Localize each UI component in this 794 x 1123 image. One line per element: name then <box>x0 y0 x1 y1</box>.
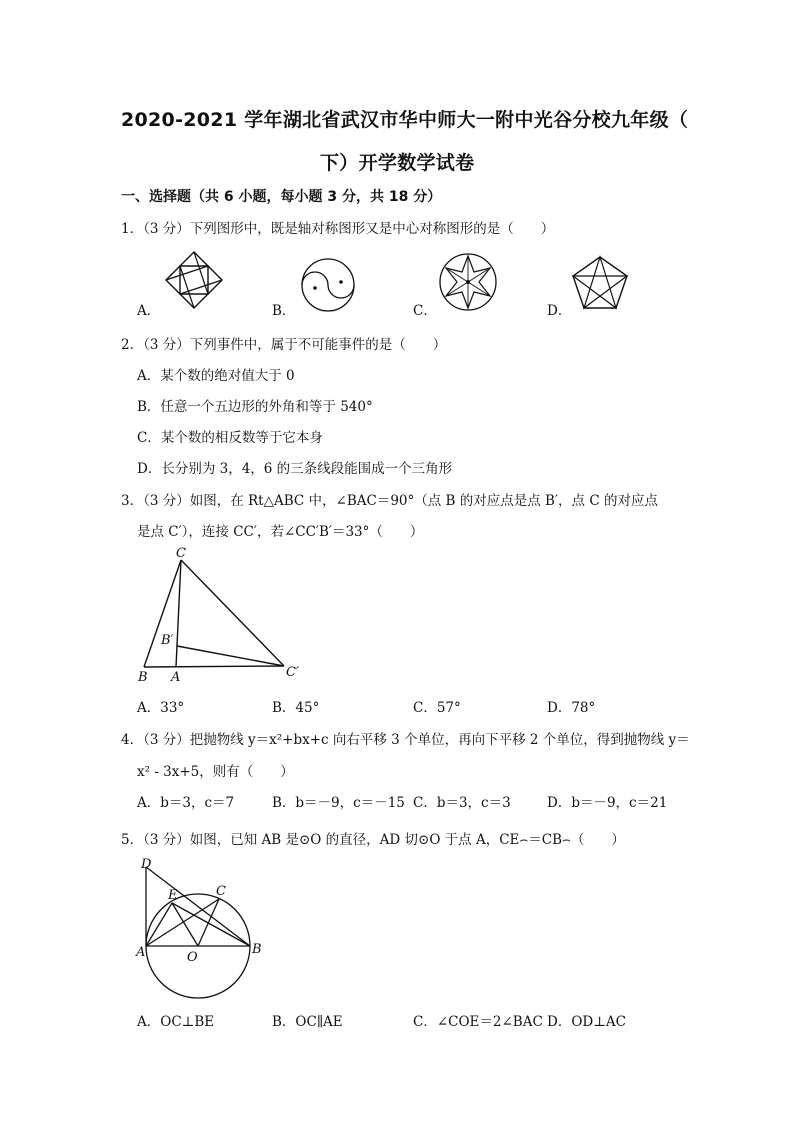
q3-label-b: B <box>138 670 148 685</box>
q5-label-a: A <box>136 945 146 960</box>
q5-option-b: B．OC∥AE <box>272 1014 343 1030</box>
q3-label-c-prime: C′ <box>286 665 299 680</box>
q4-option-d: D．b＝－9，c＝21 <box>547 795 668 811</box>
question-2-stem: 2．（3 分）下列事件中，属于不可能事件的是（ ） <box>121 337 447 353</box>
q2-option-b: B．任意一个五边形的外角和等于 540° <box>137 399 373 415</box>
q3-option-d: D．78° <box>547 700 596 716</box>
q5-option-a: A．OC⊥BE <box>137 1014 215 1030</box>
q5-label-o: O <box>187 950 198 965</box>
question-3-stem-line2: 是点 C′），连接 CC′，若∠CC′B′＝33°（ ） <box>137 524 424 540</box>
q1-figure-d-pentagram <box>571 255 629 311</box>
q5-label-b: B <box>252 942 262 957</box>
q3-label-a: A <box>171 670 181 685</box>
question-4-stem-line1: 4．（3 分）把抛物线 y＝x²+bx+c 向右平移 3 个单位，再向下平移 2 个单位，得到抛物线 y＝ <box>121 732 690 748</box>
q5-option-c: C．∠COE＝2∠BAC <box>413 1014 543 1030</box>
q5-option-d: D．OD⊥AC <box>547 1014 626 1030</box>
question-1-stem: 1．（3 分）下列图形中，既是轴对称图形又是中心对称图形的是（ ） <box>121 221 555 237</box>
q3-option-a: A．33° <box>137 700 185 716</box>
question-5-stem: 5．（3 分）如图，已知 AB 是⊙O 的直径，AD 切⊙O 于点 A，CE⌢＝CB⌢（ ） <box>121 832 625 848</box>
section-header: 一、选择题（共 6 小题，每小题 3 分，共 18 分） <box>121 189 442 205</box>
q5-label-d: D <box>141 857 152 872</box>
q1-option-b-label: B． <box>272 303 296 319</box>
q1-figure-c-star-circle <box>438 252 498 312</box>
question-3-stem-line1: 3．（3 分）如图，在 Rt△ABC 中，∠BAC＝90°（点 B 的对应点是点 B′，点 C 的对应点 <box>121 493 658 509</box>
q4-option-a: A．b＝3，c＝7 <box>137 795 235 811</box>
q1-option-c-label: C． <box>413 303 437 319</box>
q2-option-c: C．某个数的相反数等于它本身 <box>137 430 323 446</box>
q1-option-d-label: D． <box>547 303 572 319</box>
q1-figure-a-pinwheel <box>164 250 224 310</box>
page-title-line1: 2020-2021 学年湖北省武汉市华中师大一附中光谷分校九年级（ <box>121 109 689 131</box>
q3-option-c: C．57° <box>413 700 461 716</box>
q5-label-c: C <box>216 884 226 899</box>
question-4-stem-line2: x² - 3x+5，则有（ ） <box>137 764 294 780</box>
q4-option-c: C．b＝3，c＝3 <box>413 795 511 811</box>
q3-figure-triangles <box>130 543 310 683</box>
q1-figure-b-yinyang <box>300 257 356 313</box>
q5-figure-circle <box>132 853 272 993</box>
q3-label-b-prime: B′ <box>161 633 174 648</box>
q4-option-b: B．b＝－9，c＝－15 <box>272 795 405 811</box>
q5-label-e: E <box>168 888 178 903</box>
q3-label-c: C <box>176 546 186 561</box>
page-title-line2: 下）开学数学试卷 <box>320 152 475 174</box>
q2-option-a: A．某个数的绝对值大于 0 <box>137 368 295 384</box>
q2-option-d: D．长分别为 3，4，6 的三条线段能围成一个三角形 <box>137 461 453 477</box>
q3-option-b: B．45° <box>272 700 320 716</box>
q1-option-a-label: A． <box>137 303 161 319</box>
